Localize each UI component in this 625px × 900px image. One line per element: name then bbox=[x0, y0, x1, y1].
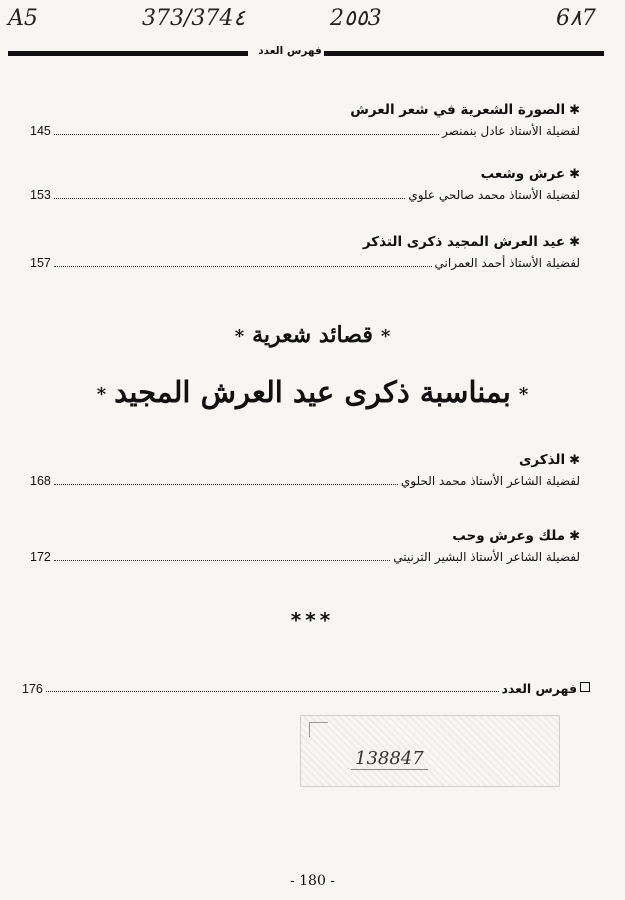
entry-author: لفضيلة الشاعر الأستاذ البشير الترنيتي bbox=[393, 550, 580, 564]
entry-line bbox=[30, 470, 580, 488]
stamp-number: 138847 bbox=[351, 748, 428, 770]
entry-line bbox=[30, 546, 580, 564]
asterisk-icon: * bbox=[96, 383, 107, 405]
page-number: - 180 - bbox=[289, 873, 336, 889]
entry-title bbox=[30, 450, 580, 470]
entry-line bbox=[30, 184, 580, 202]
handwritten-page-ref: 6٨7 bbox=[556, 6, 596, 31]
library-stamp bbox=[300, 715, 560, 787]
entry-title-text: عرش وشعب bbox=[480, 166, 566, 182]
poems-heading bbox=[0, 322, 625, 348]
entry-author: لفضيلة الأستاذ أحمد العمراني bbox=[434, 256, 580, 270]
dot-leader bbox=[54, 484, 398, 485]
header-rule bbox=[8, 45, 604, 59]
entry-author: لفضيلة الشاعر الأستاذ محمد الحلوي bbox=[400, 474, 580, 488]
index-entry bbox=[22, 676, 590, 696]
entry-line bbox=[30, 120, 580, 138]
handwritten-year: 2٥٥3 bbox=[330, 6, 382, 31]
poems-heading-text: قصائد شعرية bbox=[252, 322, 373, 348]
bullet-star-icon: ✱ bbox=[569, 235, 580, 250]
entry-title bbox=[30, 164, 580, 184]
entry-page-number: 153 bbox=[30, 188, 51, 202]
poems-subheading bbox=[0, 375, 625, 409]
index-page-number: 176 bbox=[22, 682, 43, 696]
entry-title-text: الصورة الشعرية في شعر العرش bbox=[350, 102, 566, 118]
index-label: فهرس العدد bbox=[501, 681, 577, 696]
bullet-star-icon: ✱ bbox=[569, 103, 580, 118]
entry-title bbox=[30, 526, 580, 546]
dot-leader bbox=[54, 560, 390, 561]
entry-title-text: ملك وعرش وحب bbox=[452, 528, 566, 544]
entry-line bbox=[30, 252, 580, 270]
entry-page-number: 172 bbox=[30, 550, 51, 564]
toc-entry bbox=[30, 232, 580, 270]
dot-leader bbox=[54, 134, 439, 135]
entry-title bbox=[30, 232, 580, 252]
bullet-star-icon: ✱ bbox=[569, 529, 580, 544]
asterisk-icon: * bbox=[380, 325, 391, 347]
handwritten-a5: A5 bbox=[8, 6, 38, 31]
entry-page-number: 157 bbox=[30, 256, 51, 270]
entry-title bbox=[30, 100, 580, 120]
header-bar-left bbox=[8, 51, 248, 56]
entry-title-text: عيد العرش المجيد ذكرى التذكر bbox=[362, 234, 566, 250]
bullet-star-icon: ✱ bbox=[569, 453, 580, 468]
header-label: فهرس العدد bbox=[258, 45, 322, 57]
checkbox-square-icon bbox=[580, 682, 590, 692]
stamp-corner-mark bbox=[309, 722, 328, 737]
entry-title-text: الذكرى bbox=[518, 452, 566, 468]
handwritten-issue-numbers: 373/374٤ bbox=[142, 6, 246, 31]
toc-entry bbox=[30, 526, 580, 564]
toc-entry bbox=[30, 450, 580, 488]
poems-subheading-text: بمناسبة ذكرى عيد العرش المجيد bbox=[114, 375, 511, 409]
dot-leader bbox=[54, 198, 405, 199]
entry-page-number: 145 bbox=[30, 124, 51, 138]
toc-entry bbox=[30, 100, 580, 138]
bullet-star-icon: ✱ bbox=[569, 167, 580, 182]
header-bar-right bbox=[324, 51, 604, 56]
asterisk-icon: * bbox=[234, 325, 245, 347]
dot-leader bbox=[54, 266, 432, 267]
dot-leader bbox=[46, 691, 499, 692]
asterisk-icon: * bbox=[518, 383, 529, 405]
section-separator: *** bbox=[290, 608, 335, 632]
entry-page-number: 168 bbox=[30, 474, 51, 488]
entry-author: لفضيلة الأستاذ عادل بنمنصر bbox=[442, 124, 580, 138]
entry-author: لفضيلة الأستاذ محمد صالحي علوي bbox=[408, 188, 580, 202]
toc-entry bbox=[30, 164, 580, 202]
